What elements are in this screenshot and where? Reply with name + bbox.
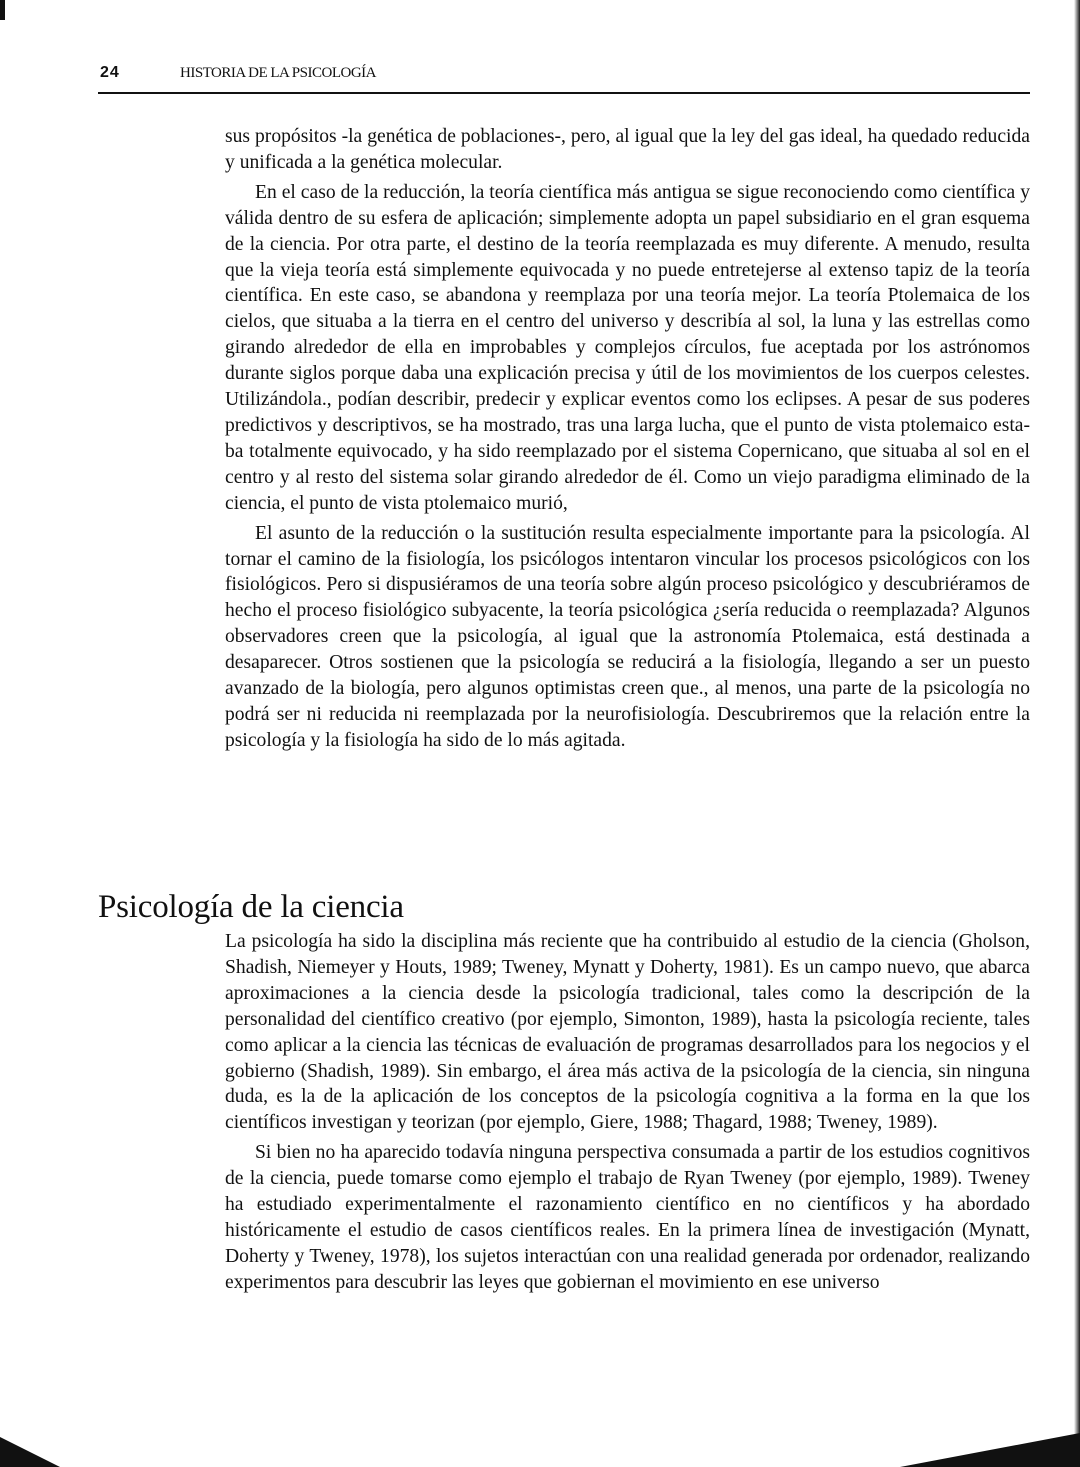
paragraph: Si bien no ha aparecido todavía ninguna perspectiva consumada a partir de los estudios cognitivos de la ciencia, puede tomarse como ejemplo el trabajo de Ryan Tweney (por ejemplo, 1989). Tweney ha estudiado experimentalmente el razonamiento científico en no científicos y ha abordado históricamente el estudio de casos científicos reales. En la primera línea de investigación (Mynatt, Doherty y Tweney, 1978), los sujetos interactúan con una realidad generada por ordenador, realizando experimentos para descubrir las leyes que gobiernan el movimiento en ese universo xyxy=(225,1142,1030,1293)
scan-corner-mark xyxy=(0,0,5,20)
section-body-text xyxy=(225,929,1030,1300)
scan-edge-shadow xyxy=(1074,0,1080,1467)
page-header xyxy=(98,62,1030,94)
page-number: 24 xyxy=(100,64,120,81)
paragraph: En el caso de la reducción, la teoría científica más antigua se sigue reconociendo como científica y válida dentro de su esfera de aplicación; simplemente adopta un papel subsidiario en el gran esquema de la ciencia. Por otra parte, el destino de la teoría reemplazada es muy diferente. A menudo, resulta que la vieja teoría está simplemente equivocada y no puede entretejerse al extenso tapiz de la teoría científica. En este caso, se abandona y reemplaza por una teoría mejor. La teoría Ptolemaica de los cielos, que situaba a la tierra en el centro del universo y describía al sol, la luna y las estrellas como girando alrededor de ella en improbables y complejos círculos, fue aceptada por los astrónomos durante siglos porque daba una explicación precisa y útil de los movimientos de los cuerpos celestes. Utilizándola., podían describir, predecir y explicar eventos como los eclipses. A pesar de sus poderes predictivos y descriptivos, se ha mostrado, tras una larga lucha, que el punto de vista ptolemaico estaba totalmente equivocado, y ha sido reemplazado por el sistema Copernicano, que situaba al sol en el centro y al resto del sistema solar girando alrededor de él. Como un viejo paradigma eliminado de la ciencia, el punto de vista ptolemaico murió, xyxy=(225,181,1030,514)
body-text-before-section xyxy=(225,124,1030,758)
scan-corner-mark xyxy=(0,1437,60,1467)
paragraph-continuation: sus propósitos -la genética de poblaciones-, pero, al igual que la ley del gas ideal, ha quedado reducida y unificada a la genética molecular. xyxy=(225,126,1030,173)
scan-corner-mark xyxy=(900,1433,1080,1467)
paragraph: El asunto de la reducción o la sustitución resulta especialmente importante para la psicología. Al tornar el camino de la fisiología, los psicólogos intentaron vincular los procesos psicológicos con los fisiológicos. Pero si dispusiéramos de una teoría sobre algún proceso psicológico y descubriéramos de hecho el proceso fisiológico subyacente, la teoría psicológica ¿sería reducida o reemplazada? Algunos observadores creen que la psicología, al igual que la astronomía Ptolemaica, está destinada a desaparecer. Otros sostienen que la psicología se reducirá a la fisiología, llegando a ser un puesto avanzado de la biología, pero algunos optimistas creen que., al menos, una parte de la psicología no podrá ser ni reducida ni reemplazada por la neurofisiología. Descubriremos que la relación entre la psicología y la fisiología ha sido de lo más agitada. xyxy=(225,522,1030,751)
paragraph: La psicología ha sido la disciplina más reciente que ha contribuido al estudio de la ciencia (Gholson, Shadish, Niemeyer y Houts, 1989; Tweney, Mynatt y Doherty, 1981). Es un campo nuevo, que abarca aproximaciones a la ciencia desde la psicología tradicional, tales como la descripción de la personalidad del científico creativo (por ejemplo, Simonton, 1989), hasta la psicología reciente, tales como aplicar a la ciencia las técnicas de evaluación de programas desarrollados para los negocios y el gobierno (Shadish, 1989). Sin embargo, el área más activa de la psicología de la ciencia, sin ninguna duda, es la de la aplicación de los conceptos de la psicología cognitiva a la forma en la que los científicos investigan y teorizan (por ejemplo, Giere, 1988; Thagard, 1988; Tweney, 1989). xyxy=(225,931,1030,1134)
section-heading: Psicología de la ciencia xyxy=(98,889,404,925)
running-title: HISTORIA DE LA PSICOLOGÍA xyxy=(180,65,376,81)
